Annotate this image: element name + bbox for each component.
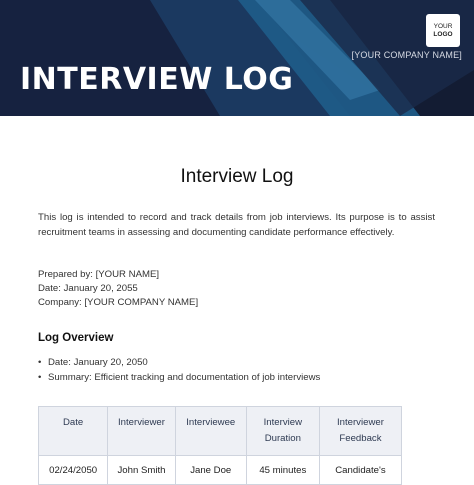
interview-log-table	[38, 406, 402, 485]
list-item-text: Date: January 20, 2050	[48, 357, 148, 368]
table-cell: John Smith	[108, 456, 175, 485]
section-heading-log-overview: Log Overview	[38, 332, 114, 344]
list-item	[38, 370, 320, 385]
prepared-by: Prepared by: [YOUR NAME]	[38, 269, 160, 280]
column-header-interviewer: Interviewer	[108, 407, 175, 456]
document-date: Date: January 20, 2055	[38, 283, 138, 294]
bullet-icon: •	[38, 357, 42, 368]
company-name: [YOUR COMPANY NAME]	[351, 50, 462, 60]
document-title: Interview Log	[180, 166, 294, 187]
logo-line-2: LOGO	[433, 30, 453, 38]
list-item-text: Summary: Efficient tracking and documentation of job interviews	[48, 372, 321, 383]
table-cell: Jane Doe	[175, 456, 246, 485]
table-header-row	[39, 407, 402, 456]
column-header-feedback: Interviewer Feedback	[319, 407, 401, 456]
column-header-duration: Interview Duration	[246, 407, 319, 456]
table-cell: Candidate's	[319, 456, 401, 485]
header-banner	[0, 0, 474, 116]
company-logo	[426, 14, 460, 47]
column-header-interviewee: Interviewee	[175, 407, 246, 456]
document-company: Company: [YOUR COMPANY NAME]	[38, 297, 199, 308]
banner-title: INTERVIEW LOG	[20, 62, 294, 97]
table-cell: 45 minutes	[246, 456, 319, 485]
overview-list	[38, 355, 320, 385]
document-meta	[38, 268, 198, 310]
table-row	[39, 456, 402, 485]
list-item	[38, 355, 320, 370]
column-header-date: Date	[39, 407, 108, 456]
bullet-icon: •	[38, 372, 42, 383]
table-cell: 02/24/2050	[39, 456, 108, 485]
intro-paragraph: This log is intended to record and track details from job interviews. Its purpose is to assist recruitment teams in assessing and documenting candidate performance effectively.	[38, 212, 435, 238]
logo-line-1: YOUR	[433, 23, 453, 30]
